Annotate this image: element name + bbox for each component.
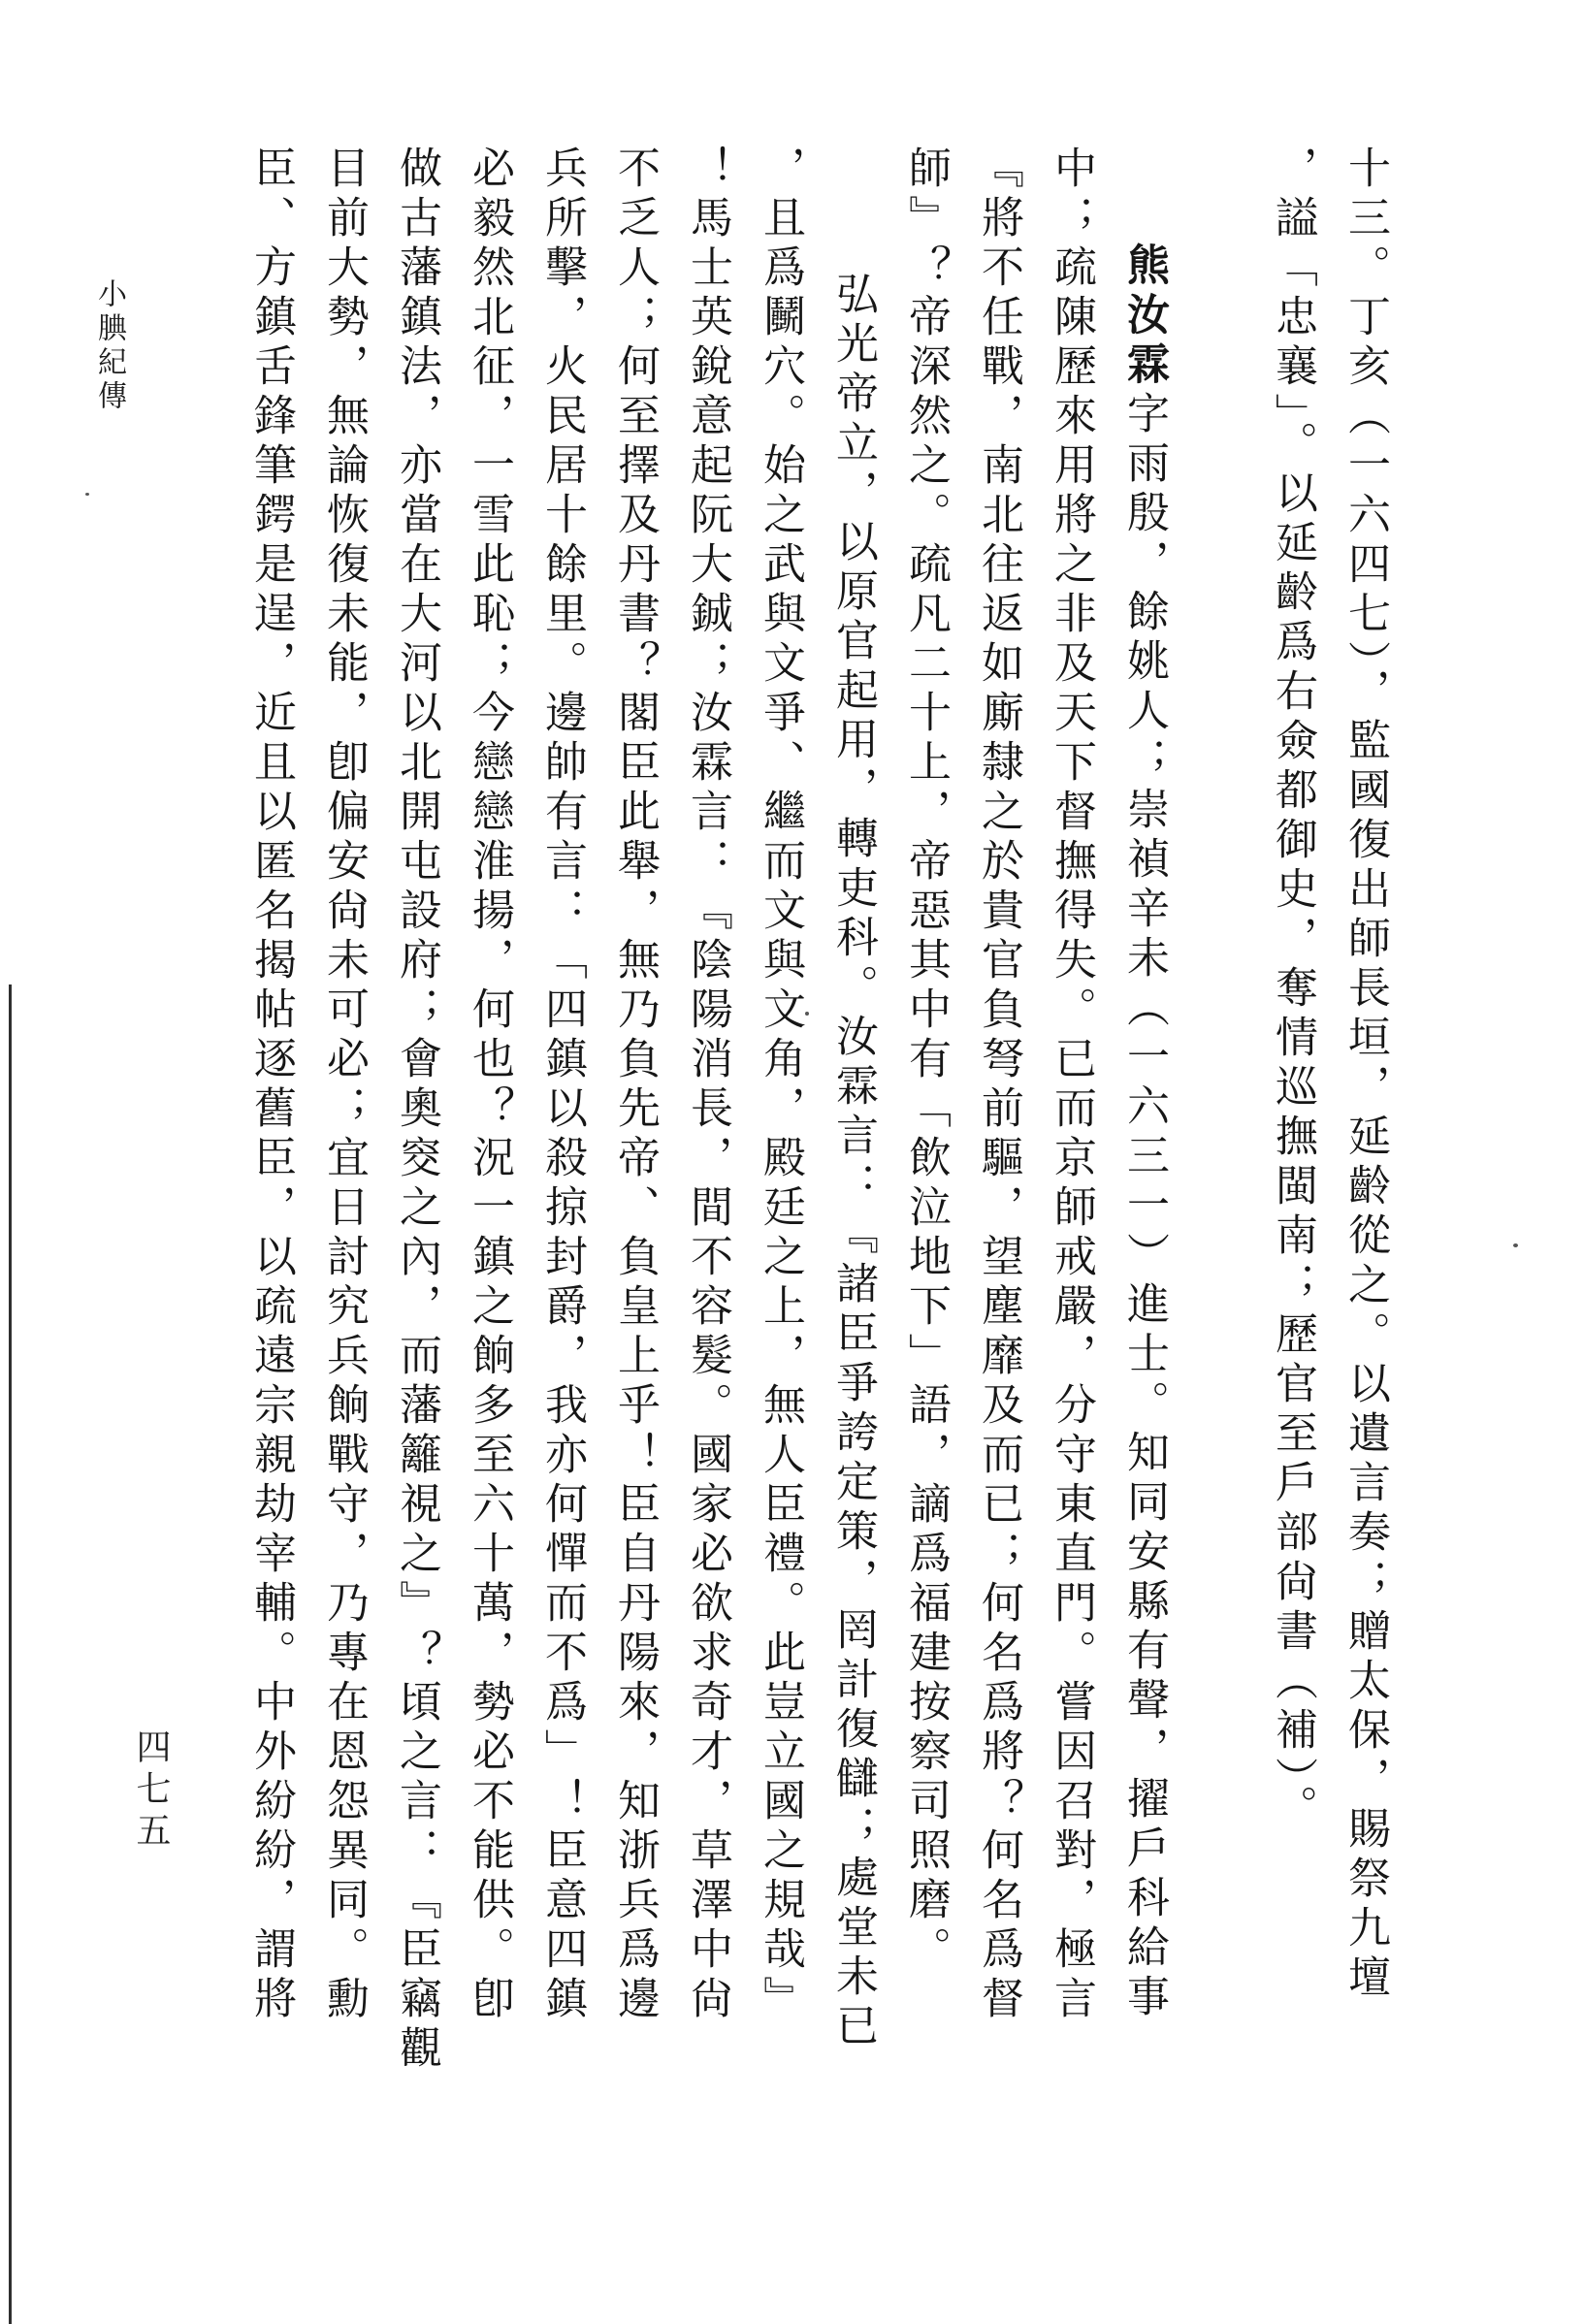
page-number: 四七五 [131,1728,171,1854]
text-column-4: 中；疏陳歷來用將之非及天下督撫得失。已而京師戒嚴，分守東直門。嘗因召對，極言 [1047,145,1096,2025]
text-column-9: ！馬士英銳意起阮大鋮；汝霖言：『陰陽消長，間不容髮。國家必欲求奇才，草澤中尙 [683,145,732,2025]
text-column-13: 做古藩鎮法，亦當在大河以北開屯設府；會奧窔之內，而藩籬視之』？頃之言：『臣竊觀 [392,145,441,2075]
scan-speck [805,1012,809,1016]
text-column-11: 兵所擊，火民居十餘里。邊帥有言：「四鎮以殺掠封爵，我亦何憚而不爲」！臣意四鎮 [537,145,587,2025]
running-title: 小腆紀傳 [92,278,126,414]
text-column-12: 必毅然北征，一雪此恥；今戀戀淮揚，何也？況一鎮之餉多至六十萬，勢必不能供。卽 [465,145,514,2025]
biography-subject-name: 熊汝霖 [1119,242,1169,391]
scan-artifact-line [9,984,12,2324]
text-column-2: ，謚「忠襄」。以延齡爲右僉都御史，奪情巡撫閩南；歷官至戶部尙書（補）。 [1268,145,1317,1834]
scan-speck [1513,1243,1518,1247]
text-column-15: 臣、方鎮舌鋒筆鍔是逞，近且以匿名揭帖逐舊臣，以疏遠宗親劫宰輔。中外紛紛，謂將 [246,145,296,2025]
text-column-7: 弘光帝立，以原官起用，轉吏科。汝霖言：『諸臣爭誇定策，罔計復讎；處堂未已 [828,272,878,2052]
text-column-3 [1108,145,1180,2097]
text-column-3-body: 字雨殷，餘姚人；崇禎辛未（一六三一）進士。知同安縣有聲，擢戶科給事 [1119,391,1169,2023]
text-column-10: 不乏人；何至擇及丹書？閣臣此舉，無乃負先帝、負皇上乎！臣自丹陽來，知浙兵爲邊 [610,145,660,2025]
scan-speck [85,493,89,496]
text-block [235,145,1402,2097]
text-column-1: 十三。丁亥（一六四七），監國復出師長垣，延齡從之。以遺言奏；贈太保，賜祭九壇 [1341,145,1390,2004]
text-column-5: 『將不任戰，南北往返如廝隸之於貴官負弩前驅，望塵靡及而已；何名爲將？何名爲督 [974,145,1023,2025]
text-column-14: 目前大勢，無論恢復未能，卽偏安尙未可必；宜日討究兵餉戰守，乃專在恩怨異同。勳 [319,145,369,2025]
text-column-8: ，且爲鬭穴。始之武與文爭、繼而文與文角，殿廷之上，無人臣禮。此豈立國之規哉』 [756,145,805,2025]
text-column-6: 師』？帝深然之。疏凡二十上，帝惡其中有「飲泣地下」語，謫爲福建按察司照磨。 [901,145,951,1976]
